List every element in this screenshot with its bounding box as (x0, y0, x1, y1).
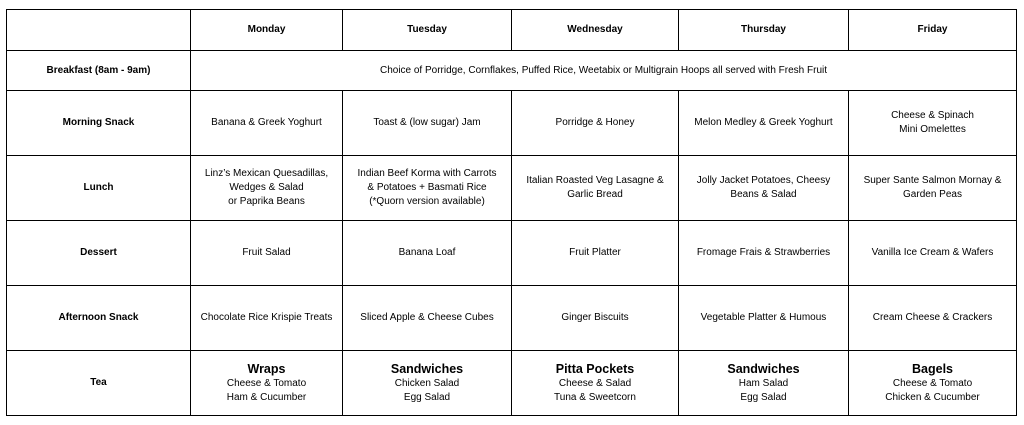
morning-snack-row (7, 91, 1017, 156)
afternoon-snack-cell-thursday (679, 286, 849, 351)
menu-item-line: Cheese & Salad (558, 378, 632, 389)
tea-title: Sandwiches (390, 362, 464, 376)
lunch-cell-thursday (679, 156, 849, 221)
meal-label-breakfast: Breakfast (8am - 9am) (7, 51, 191, 91)
menu-item-line: Sliced Apple & Cheese Cubes (360, 312, 494, 323)
afternoon-snack-row (7, 286, 1017, 351)
breakfast-description: Choice of Porridge, Cornflakes, Puffed Rice, Weetabix or Multigrain Hoops all served with Fresh Fruit (191, 51, 1017, 91)
menu-item-line: Fruit Salad (242, 247, 291, 258)
tea-title: Wraps (247, 362, 286, 376)
morning-snack-cell-monday (191, 91, 343, 156)
menu-item-line: Egg Salad (403, 392, 451, 403)
dessert-cell-thursday (679, 221, 849, 286)
afternoon-snack-cell-monday (191, 286, 343, 351)
menu-item-line: Egg Salad (740, 392, 787, 403)
tea-title: Bagels (912, 362, 953, 376)
menu-item-line: Mini Omelettes (899, 124, 966, 135)
tea-cell-tuesday (343, 351, 512, 416)
menu-item-line: Chicken & Cucumber (885, 392, 980, 403)
day-header-tuesday: Tuesday (343, 10, 512, 51)
tea-row (7, 351, 1017, 416)
afternoon-snack-cell-friday (849, 286, 1017, 351)
afternoon-snack-cell-wednesday (512, 286, 679, 351)
lunch-cell-monday (191, 156, 343, 221)
meal-label-dessert: Dessert (7, 221, 191, 286)
tea-cell-thursday (679, 351, 849, 416)
menu-item-line: Indian Beef Korma with Carrots (357, 168, 497, 179)
meal-label-lunch: Lunch (7, 156, 191, 221)
menu-item-line: Italian Roasted Veg Lasagne & (526, 175, 664, 186)
tea-title: Sandwiches (727, 362, 800, 376)
menu-item-line: Chocolate Rice Krispie Treats (200, 312, 333, 323)
dessert-cell-monday (191, 221, 343, 286)
tea-cell-monday (191, 351, 343, 416)
menu-item-line: Melon Medley & Greek Yoghurt (694, 117, 833, 128)
menu-item-line: Ham Salad (738, 378, 789, 389)
meal-label-morning-snack: Morning Snack (7, 91, 191, 156)
menu-item-line: Porridge & Honey (555, 117, 635, 128)
menu-item-line: or Paprika Beans (228, 196, 305, 207)
day-header-wednesday: Wednesday (512, 10, 679, 51)
header-row (7, 10, 1017, 51)
menu-item-line: Cream Cheese & Crackers (872, 312, 993, 323)
corner-cell (7, 10, 191, 51)
menu-item-line: Banana Loaf (398, 247, 456, 258)
menu-item-line: Vanilla Ice Cream & Wafers (871, 247, 994, 258)
dessert-row (7, 221, 1017, 286)
weekly-menu-table (6, 9, 1017, 416)
menu-item-line: Vegetable Platter & Humous (700, 312, 827, 323)
morning-snack-cell-friday (849, 91, 1017, 156)
day-header-monday: Monday (191, 10, 343, 51)
menu-item-line: Cheese & Tomato (892, 378, 973, 389)
morning-snack-cell-wednesday (512, 91, 679, 156)
menu-item-line: Toast & (low sugar) Jam (373, 117, 481, 128)
menu-item-line: Cheese & Tomato (226, 378, 307, 389)
tea-cell-wednesday (512, 351, 679, 416)
tea-title: Pitta Pockets (555, 362, 635, 376)
menu-item-line: Chicken Salad (394, 378, 460, 389)
meal-label-afternoon-snack: Afternoon Snack (7, 286, 191, 351)
morning-snack-cell-thursday (679, 91, 849, 156)
dessert-cell-tuesday (343, 221, 512, 286)
lunch-row (7, 156, 1017, 221)
menu-item-line: Wedges & Salad (229, 182, 304, 193)
menu-item-line: Beans & Salad (730, 189, 797, 200)
menu-item-line: & Potatoes + Basmati Rice (367, 182, 487, 193)
menu-item-line: Fromage Frais & Strawberries (696, 247, 831, 258)
dessert-cell-wednesday (512, 221, 679, 286)
breakfast-row (7, 51, 1017, 91)
menu-item-line: Linz’s Mexican Quesadillas, (204, 168, 329, 179)
menu-item-line: (*Quorn version available) (369, 196, 485, 207)
day-header-thursday: Thursday (679, 10, 849, 51)
menu-item-line: Jolly Jacket Potatoes, Cheesy (696, 175, 831, 186)
menu-item-line: Garden Peas (903, 189, 962, 200)
tea-cell-friday (849, 351, 1017, 416)
menu-item-line: Super Sante Salmon Mornay & (863, 175, 1002, 186)
menu-item-line: Fruit Platter (569, 247, 621, 258)
meal-label-tea: Tea (7, 351, 191, 416)
dessert-cell-friday (849, 221, 1017, 286)
lunch-cell-wednesday (512, 156, 679, 221)
afternoon-snack-cell-tuesday (343, 286, 512, 351)
menu-item-line: Ginger Biscuits (561, 312, 629, 323)
menu-item-line: Ham & Cucumber (226, 392, 307, 403)
menu-item-line: Tuna & Sweetcorn (554, 392, 636, 403)
menu-item-line: Banana & Greek Yoghurt (211, 117, 322, 128)
day-header-friday: Friday (849, 10, 1017, 51)
morning-snack-cell-tuesday (343, 91, 512, 156)
lunch-cell-friday (849, 156, 1017, 221)
lunch-cell-tuesday (343, 156, 512, 221)
menu-item-line: Garlic Bread (567, 189, 623, 200)
menu-item-line: Cheese & Spinach (891, 110, 974, 121)
